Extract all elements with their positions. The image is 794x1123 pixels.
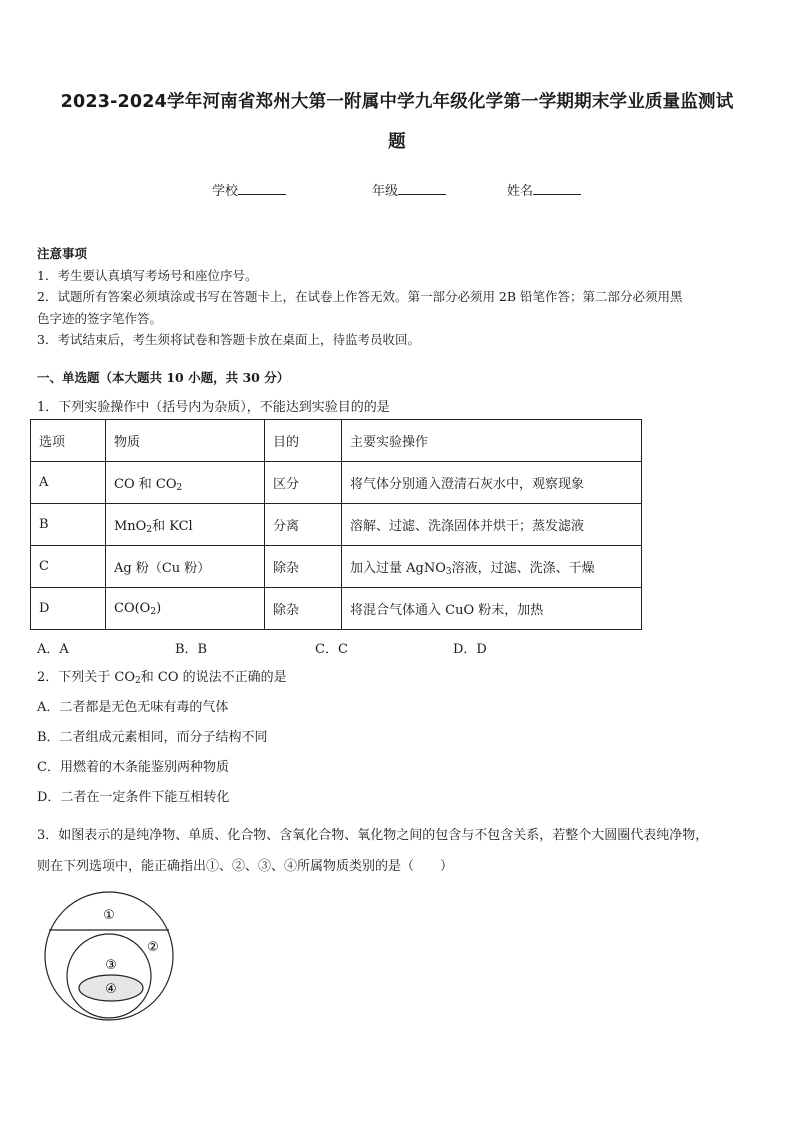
cell-substance: CO 和 $CO_2$ bbox=[106, 462, 265, 504]
cell-operation: 将气体分别通入澄清石灰水中，观察现象 bbox=[342, 462, 642, 504]
label-1: ① bbox=[103, 908, 115, 923]
q2-stem: 2．下列关于 $CO_2$和 CO 的说法不正确的是 bbox=[37, 670, 287, 686]
cell-aim: 除杂 bbox=[265, 588, 342, 630]
cell-substance: Ag 粉（Cu 粉） bbox=[106, 546, 265, 588]
notice-item: 1．考生要认真填写考场号和座位序号。 bbox=[37, 267, 258, 283]
label-3: ③ bbox=[105, 958, 117, 973]
q1-option-c[interactable]: C．C bbox=[315, 642, 348, 657]
school-field[interactable]: 学校 bbox=[212, 180, 286, 199]
cell-option: A bbox=[31, 462, 106, 504]
venn-diagram bbox=[38, 890, 188, 1025]
q3-stem-line-1: 3．如图表示的是纯净物、单质、化合物、含氧化合物、氧化物之间的包含与不包含关系，若整个大圆圈代表纯净物， bbox=[37, 828, 709, 843]
cell-option: D bbox=[31, 588, 106, 630]
table-row bbox=[31, 504, 642, 546]
q1-option-b[interactable]: B．B bbox=[175, 642, 208, 657]
name-field[interactable]: 姓名 bbox=[507, 180, 581, 199]
q1-table bbox=[30, 419, 642, 630]
cell-operation: 溶解、过滤、洗涤固体并烘干；蒸发滤液 bbox=[342, 504, 642, 546]
q2-option-c[interactable]: C．用燃着的木条能鉴别两种物质 bbox=[37, 760, 229, 775]
notice-item: 3．考试结束后，考生须将试卷和答题卡放在桌面上，待监考员收回。 bbox=[37, 332, 420, 347]
q2-option-d[interactable]: D．二者在一定条件下能互相转化 bbox=[37, 790, 230, 805]
table-row bbox=[31, 588, 642, 630]
header-aim: 目的 bbox=[265, 420, 342, 462]
cell-aim: 分离 bbox=[265, 504, 342, 546]
cell-substance: $CO(O_2)$ bbox=[106, 588, 265, 630]
q1-option-a[interactable]: A．A bbox=[37, 642, 69, 657]
cell-option: C bbox=[31, 546, 106, 588]
table-row bbox=[31, 546, 642, 588]
cell-operation: 加入过量 AgNO$_3$溶液，过滤、洗涤、干燥 bbox=[342, 546, 642, 588]
exam-title bbox=[30, 82, 764, 162]
table-header-row bbox=[31, 420, 642, 462]
cell-aim: 区分 bbox=[265, 462, 342, 504]
q2-block bbox=[37, 663, 759, 813]
header-option: 选项 bbox=[31, 420, 106, 462]
cell-option: B bbox=[31, 504, 106, 546]
cell-operation: 将混合气体通入 CuO 粉末，加热 bbox=[342, 588, 642, 630]
header-operation: 主要实验操作 bbox=[342, 420, 642, 462]
school-blank[interactable] bbox=[238, 182, 286, 195]
q2-option-a[interactable]: A．二者都是无色无味有毒的气体 bbox=[37, 700, 229, 715]
grade-blank[interactable] bbox=[398, 182, 446, 195]
notice-section bbox=[37, 243, 762, 351]
notice-item: 2．试题所有答案必须填涂或书写在答题卡上，在试卷上作答无效。第一部分必须用 2B 铅笔作答；第二部分必须用黑 bbox=[37, 289, 683, 304]
q1-stem: 1．下列实验操作中（括号内为杂质），不能达到实验目的的是 bbox=[37, 400, 390, 415]
header-substance: 物质 bbox=[106, 420, 265, 462]
label-4: ④ bbox=[105, 982, 117, 997]
notice-item: 色字迹的签字笔作答。 bbox=[37, 310, 163, 326]
label-2: ② bbox=[147, 940, 159, 955]
grade-field[interactable]: 年级 bbox=[372, 180, 446, 199]
q2-option-b[interactable]: B．二者组成元素相同，而分子结构不同 bbox=[37, 730, 268, 745]
name-blank[interactable] bbox=[533, 182, 581, 195]
table-row bbox=[31, 462, 642, 504]
notice-heading: 注意事项 bbox=[37, 246, 88, 261]
title-line-2: 题 bbox=[388, 132, 406, 152]
cell-substance: MnO$_2$和 KCl bbox=[106, 504, 265, 546]
q3-stem bbox=[37, 820, 759, 882]
section-heading: 一、单选题（本大题共 10 小题，共 30 分） bbox=[37, 370, 290, 385]
title-line-1: 2023-2024学年河南省郑州大第一附属中学九年级化学第一学期期末学业质量监测试 bbox=[60, 92, 734, 112]
q3-stem-line-2: 则在下列选项中，能正确指出①、②、③、④所属物质类别的是（ ） bbox=[37, 859, 454, 874]
q1-option-d[interactable]: D．D bbox=[453, 642, 487, 657]
cell-aim: 除杂 bbox=[265, 546, 342, 588]
